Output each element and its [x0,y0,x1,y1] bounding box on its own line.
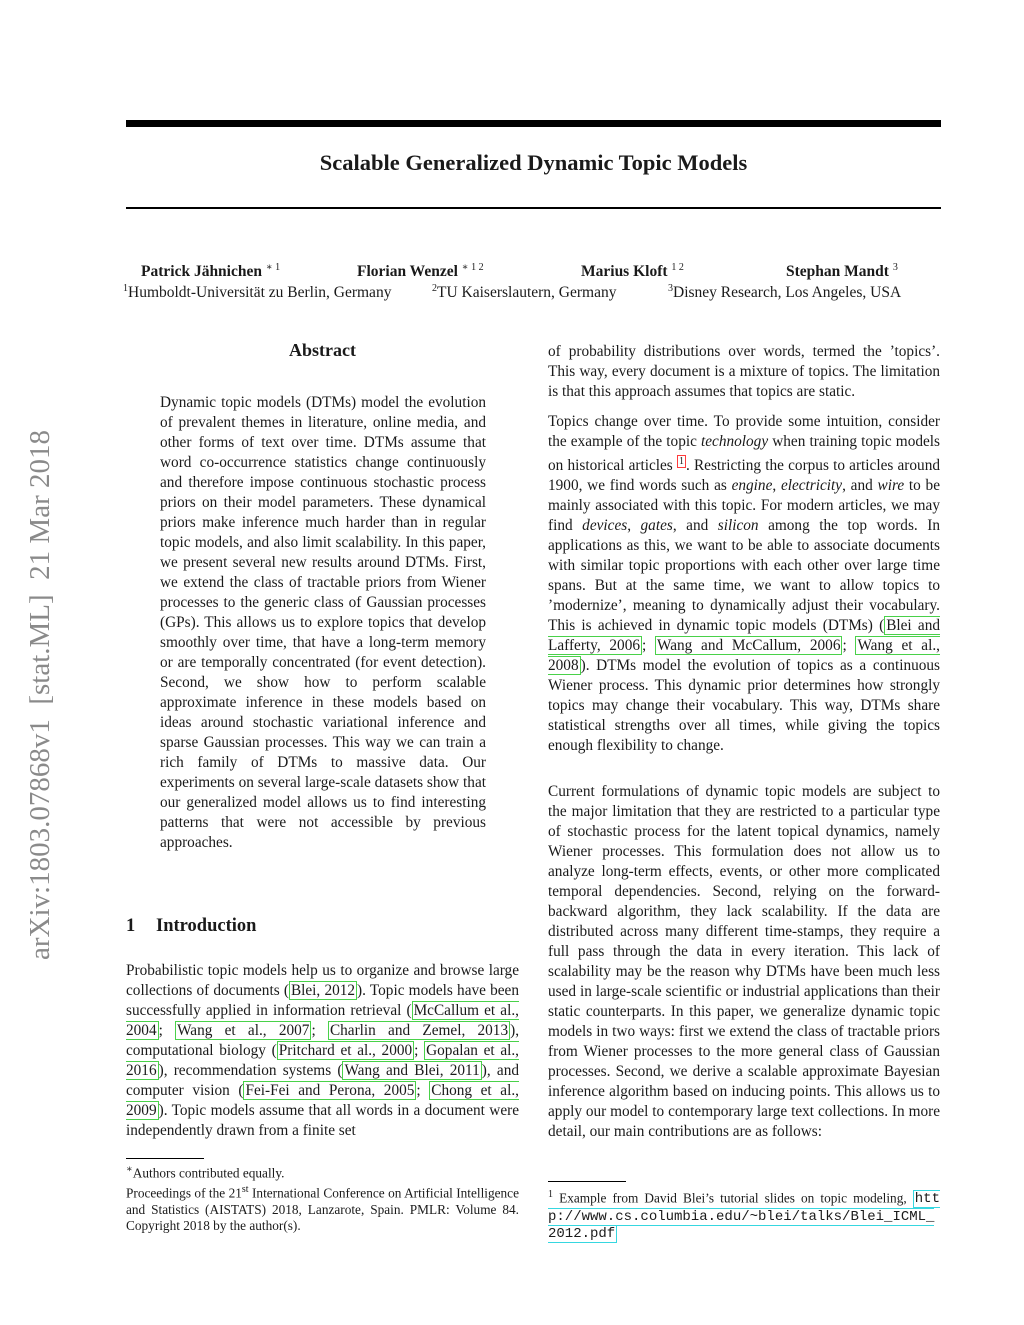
intro-paragraph-right-2: Topics change over time. To provide some intuition, consider the example of the topic technology when training topic models on historical articles $^1$ . Restricting the corpus to articles around 1900, we find words such as engine, electricity, and wire to be mainly associated with this topic. For modern articles, we may find devices, gates, and silicon among the top words. In applications as this, we want to be able to associate documents with similar topic proportions with each other over large time spans. But at the same time, we want to allow topics to ’modernize’, meaning to dynamically adjust their vocabulary. This is achieved in dynamic topic models (DTMs) ( Blei and Lafferty, 2006 ; Wang and McCallum, 2006 ; Wang et al., 2008 ). DTMs model the evolution of topics as a continuous Wiener process. This dynamic prior determines how strongly topics may change their vocabulary. This way, DTMs share statistical strengths over all times, while giving the topics enough flexibility to change. [548,413,940,755]
citation-link[interactable]: Wang and McCallum, 2006 [657,637,841,655]
author-1: Patrick Jähnichen $^{∗ 1}$ [141,262,281,281]
citation-link[interactable]: Wang et al., 2008 [548,637,940,675]
affiliation-3: $^3$Disney Research, Los Angeles, USA [668,283,902,302]
intro-paragraph-right-3: Current formulations of dynamic topic models are subject to the major limitation that they are restricted to a particular type of stochastic process for the latent topical dynamics, namely Wiener processes. This formulation does not allow us to analyze long-term effects, events, or other more complicated temporal dependencies. Second, relying on the forward-backward algorithm, they lack scalability. If the data are distributed across many different time-stamps, they require a full pass through the data in every iteration. This lack of scalability may be the reason why DTMs have been much less used in large-scale scientific or industrial applications than their static counterparts. In this paper, we generalize dynamic topic models in two ways: first we extend the class of tractable priors from Wiener processes to the more general class of Gaussian processes. Second, we derive a scalable approximate Bayesian inference algorithm based on inducing points. This allows us to apply our model to contemporary large text collections. In more detail, our main contributions are as follows: [548,783,940,1140]
footnote-proceedings: Proceedings of the 21st International Conference on Artificial Intelligence and Statistics (AISTATS) 2018, Lanzarote, Spain. PMLR: Volume 84. Copyright 2018 by the author(s). [126,1183,519,1234]
citation-link[interactable]: Gopalan et al., 2016 [126,1042,520,1079]
arxiv-stamp: arXiv:1803.07868v1 [stat.ML] 21 Mar 2018 [24,430,56,960]
intro-paragraph-left: Probabilistic topic models help us to organize and browse large collections of documents ( Blei, 2012 ). Topic models have been successfully applied in information retrieval ( McCallum et al., 2004 ; Wang et al., 2007 ; Charlin and Zemel, 2013 ), computational biology ( Pritchard et al., 2000 ; Gopalan et al., 2016 ), recommendation systems ( Wang and Blei, 2011 ), and computer vision ( Fei-Fei and Perona, 2005 ; Chong et al., 2009 ). Topic models assume that all words in a document were independently drawn from a finite set [126,962,520,1139]
title-rule-bottom [126,207,941,209]
footnote-ref-link[interactable]: 1 [678,456,684,467]
footnote-equal-contribution: ∗Authors contributed equally. [126,1164,285,1181]
affiliation-1: $^1$Humboldt-Universität zu Berlin, Germany [123,283,392,302]
footnote-rule-right [548,1181,626,1182]
author-4: Stephan Mandt $^3$ [786,262,898,281]
abstract-text: Dynamic topic models (DTMs) model the evolution of prevalent themes in literature, online media, and other forms of text over time. DTMs assume that word co-occurrence statistics change continuously and therefore impose continuous stochastic process priors on their model parameters. These dynamical priors make inference much harder than in regular topic models, and also limit scalability. In this paper, we present several new results around DTMs. First, we extend the class of tractable priors from Wiener processes to the generic class of Gaussian processes (GPs). This allows us to explore topics that develop smoothly over time, that have a long-term memory or are temporally concentrated (for event detection). Second, we show how to perform scalable approximate inference in these models based on ideas around stochastic variational inference and sparse Gaussian processes. This way we can train a rich family of DTMs to massive data. Our experiments on several large-scale datasets show that our generalized model allows us to find interesting patterns that were not accessible by previous approaches. [160,394,486,851]
footnote-url-link[interactable]: http://www.cs.columbia.edu/~blei/talks/Blei_ICML_2012.pdf [548,1191,940,1243]
title-rule-top [126,120,941,127]
citation-link[interactable]: Blei, 2012 [290,982,356,999]
citation-link[interactable]: Fei-Fei and Perona, 2005 [245,1082,415,1099]
footnote-left [126,1162,519,1235]
author-3: Marius Kloft $^{1 2}$ [581,262,684,281]
citation-link[interactable]: Wang et al., 2007 [177,1022,310,1039]
footnote-1: $^1$ Example from David Blei’s tutorial slides on topic modeling, http://www.cs.columbia.edu/~blei/talks/Blei_ICML_2012.pdf [548,1189,940,1243]
citation-link[interactable]: Charlin and Zemel, 2013 [329,1022,509,1039]
paper-title: Scalable Generalized Dynamic Topic Models [319,150,748,175]
section-heading-introduction: 1 Introduction [126,916,257,936]
intro-paragraph-right-1: of probability distributions over words, termed the ’topics’. This way, every document is a mixture of topics. The limitation is that this approach assumes that topics are static. [548,343,940,400]
abstract-heading: Abstract [289,340,356,360]
citation-link[interactable]: Wang and Blei, 2011 [344,1062,480,1079]
author-2: Florian Wenzel $^{∗ 1 2}$ [357,262,484,281]
footnote-rule-left [126,1158,204,1159]
citation-link[interactable]: Blei and Lafferty, 2006 [548,617,940,655]
affiliation-2: $^2$TU Kaiserslautern, Germany [432,283,617,302]
citation-link[interactable]: Chong et al., 2009 [126,1082,519,1119]
citation-link[interactable]: McCallum et al., 2004 [126,1002,519,1039]
citation-link[interactable]: Pritchard et al., 2000 [278,1042,413,1059]
